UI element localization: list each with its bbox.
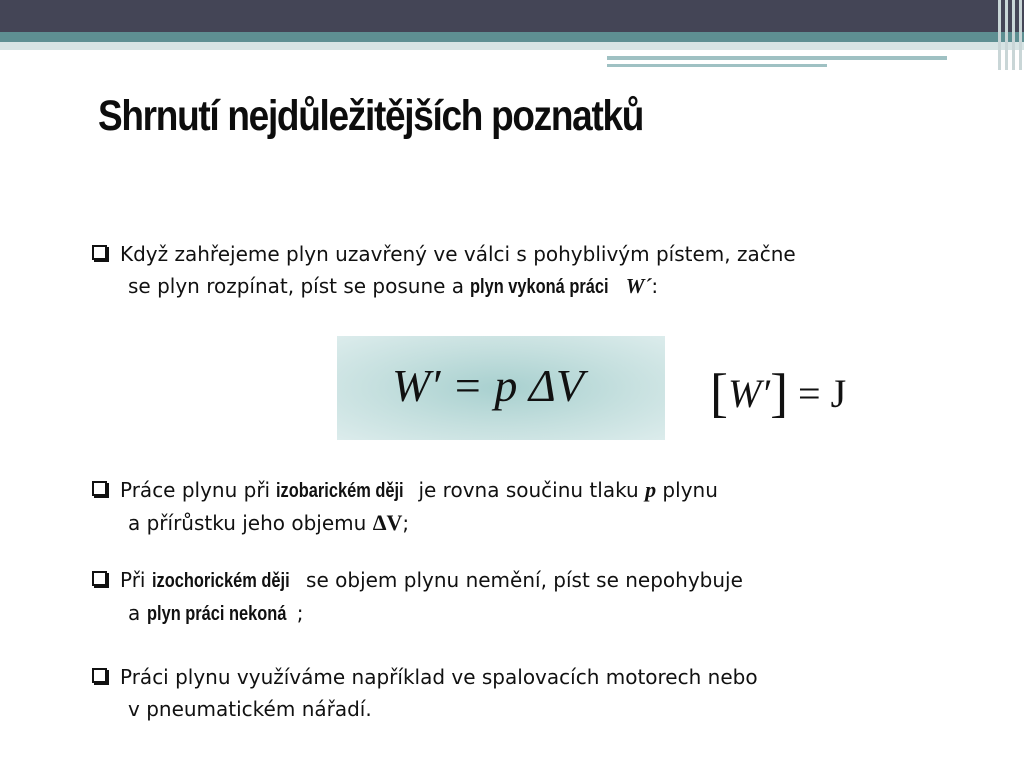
unit-bracket-close: ] bbox=[770, 363, 789, 423]
bullet-1-line-2: se plyn rozpínat, píst se posune a bbox=[128, 274, 471, 298]
bullet-item-1 bbox=[92, 238, 796, 303]
bullet-2-semicolon: ; bbox=[402, 511, 410, 535]
header-deco-line bbox=[607, 56, 947, 60]
checkbox-square-icon bbox=[92, 668, 107, 683]
bullet-3-end: se objem plynu nemění, píst se nepohybuje bbox=[299, 568, 743, 592]
work-symbol: W´ bbox=[625, 274, 652, 298]
pressure-symbol: p bbox=[645, 477, 657, 502]
bullet-4-line-2: v pneumatickém nářadí. bbox=[128, 697, 372, 721]
unit-value: J bbox=[830, 371, 847, 416]
header-light-band bbox=[0, 42, 1024, 50]
slide-title: Shrnutí nejdůležitějších poznatků bbox=[98, 92, 644, 140]
unit-bracket-open: [ bbox=[710, 363, 728, 423]
bullet-3-line-1: Při bbox=[120, 568, 152, 592]
bullet-3-semicolon: ; bbox=[296, 601, 304, 625]
bullet-1-line-1: Když zahřejeme plyn uzavřený ve válci s pohyblivým pístem, začne bbox=[120, 242, 796, 266]
bullet-4-line-1: Práci plynu využíváme například ve spalovacích motorech nebo bbox=[120, 665, 758, 689]
bullet-2-mid: je rovna součinu tlaku bbox=[412, 478, 646, 502]
bullet-2-line-1: Práce plynu při bbox=[120, 478, 277, 502]
bullet-1-colon: : bbox=[651, 274, 659, 298]
unit-equals: = bbox=[788, 371, 831, 416]
header-deco-line-2 bbox=[607, 64, 827, 67]
bullet-item-2 bbox=[92, 474, 718, 539]
bullet-2-line-2: a přírůstku jeho objemu bbox=[128, 511, 373, 535]
bullet-1-emphasis: plyn vykoná práci bbox=[470, 276, 609, 298]
bullet-2-emphasis: izobarickém ději bbox=[276, 480, 405, 502]
work-formula: W′ = p ΔV bbox=[392, 360, 585, 411]
bullet-3-line-2: a bbox=[128, 601, 147, 625]
bullet-item-3 bbox=[92, 564, 743, 630]
volume-change-symbol: ΔV bbox=[372, 510, 403, 535]
checkbox-square-icon bbox=[92, 245, 107, 260]
bullet-item-4 bbox=[92, 661, 758, 725]
unit-symbol: W′ bbox=[727, 371, 771, 416]
header-accent-band bbox=[0, 32, 1024, 42]
bullet-3-emphasis: izochorickém ději bbox=[151, 570, 290, 592]
bullet-2-end: plynu bbox=[656, 478, 718, 502]
checkbox-square-icon bbox=[92, 481, 107, 496]
unit-formula bbox=[710, 362, 846, 424]
bullet-3-emphasis-2: plyn práci nekoná bbox=[146, 603, 287, 625]
corner-decoration bbox=[994, 0, 1024, 70]
checkbox-square-icon bbox=[92, 571, 107, 586]
header-dark-bar bbox=[0, 0, 1024, 32]
